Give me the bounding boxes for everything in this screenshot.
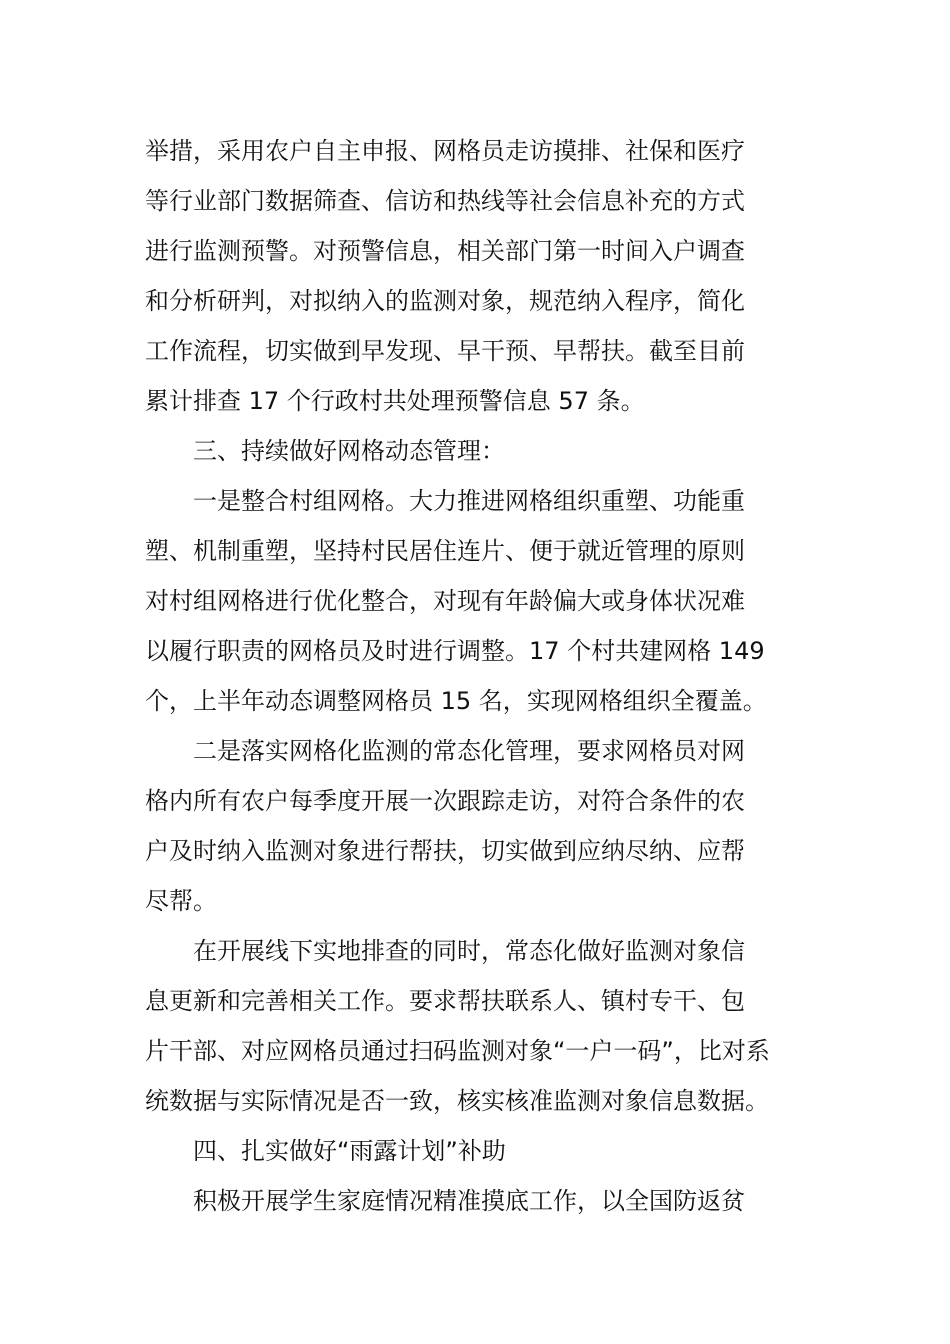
text-line: 举措，采用农户自主申报、网格员走访摸排、社保和医疗 (145, 137, 745, 165)
text-line: 进行监测预警。对预警信息，相关部门第一时间入户调查 (145, 237, 745, 265)
text-line: 积极开展学生家庭情况精准摸底工作，以全国防返贫 (193, 1187, 745, 1215)
text-line: 统数据与实际情况是否一致，核实核准监测对象信息数据。 (145, 1087, 769, 1115)
text-line: 对村组网格进行优化整合，对现有年龄偏大或身体状况难 (145, 587, 745, 615)
text-line: 一是整合村组网格。大力推进网格组织重塑、功能重 (193, 487, 745, 515)
text-line: 片干部、对应网格员通过扫码监测对象“一户一码”，比对系 (145, 1037, 770, 1065)
text-line: 尽帮。 (145, 887, 217, 915)
text-line: 息更新和完善相关工作。要求帮扶联系人、镇村专干、包 (145, 987, 745, 1015)
text-line: 工作流程，切实做到早发现、早干预、早帮扶。截至目前 (145, 337, 745, 365)
text-line: 塑、机制重塑，坚持村民居住连片、便于就近管理的原则 (145, 537, 745, 565)
text-line: 格内所有农户每季度开展一次跟踪走访，对符合条件的农 (145, 787, 745, 815)
text-line: 和分析研判，对拟纳入的监测对象，规范纳入程序，简化 (145, 287, 745, 315)
text-line: 户及时纳入监测对象进行帮扶，切实做到应纳尽纳、应帮 (145, 837, 745, 865)
text-line: 二是落实网格化监测的常态化管理，要求网格员对网 (193, 737, 745, 765)
text-line: 累计排查 17 个行政村共处理预警信息 57 条。 (145, 387, 645, 415)
text-line: 等行业部门数据筛查、信访和热线等社会信息补充的方式 (145, 187, 745, 215)
section-heading: 三、持续做好网格动态管理： (193, 437, 505, 465)
text-line: 个，上半年动态调整网格员 15 名，实现网格组织全覆盖。 (145, 687, 767, 715)
section-heading: 四、扎实做好“雨露计划”补助 (193, 1137, 506, 1165)
text-line: 在开展线下实地排查的同时，常态化做好监测对象信 (193, 937, 745, 965)
body-text (145, 126, 810, 1226)
text-line: 以履行职责的网格员及时进行调整。17 个村共建网格 149 (145, 637, 765, 665)
